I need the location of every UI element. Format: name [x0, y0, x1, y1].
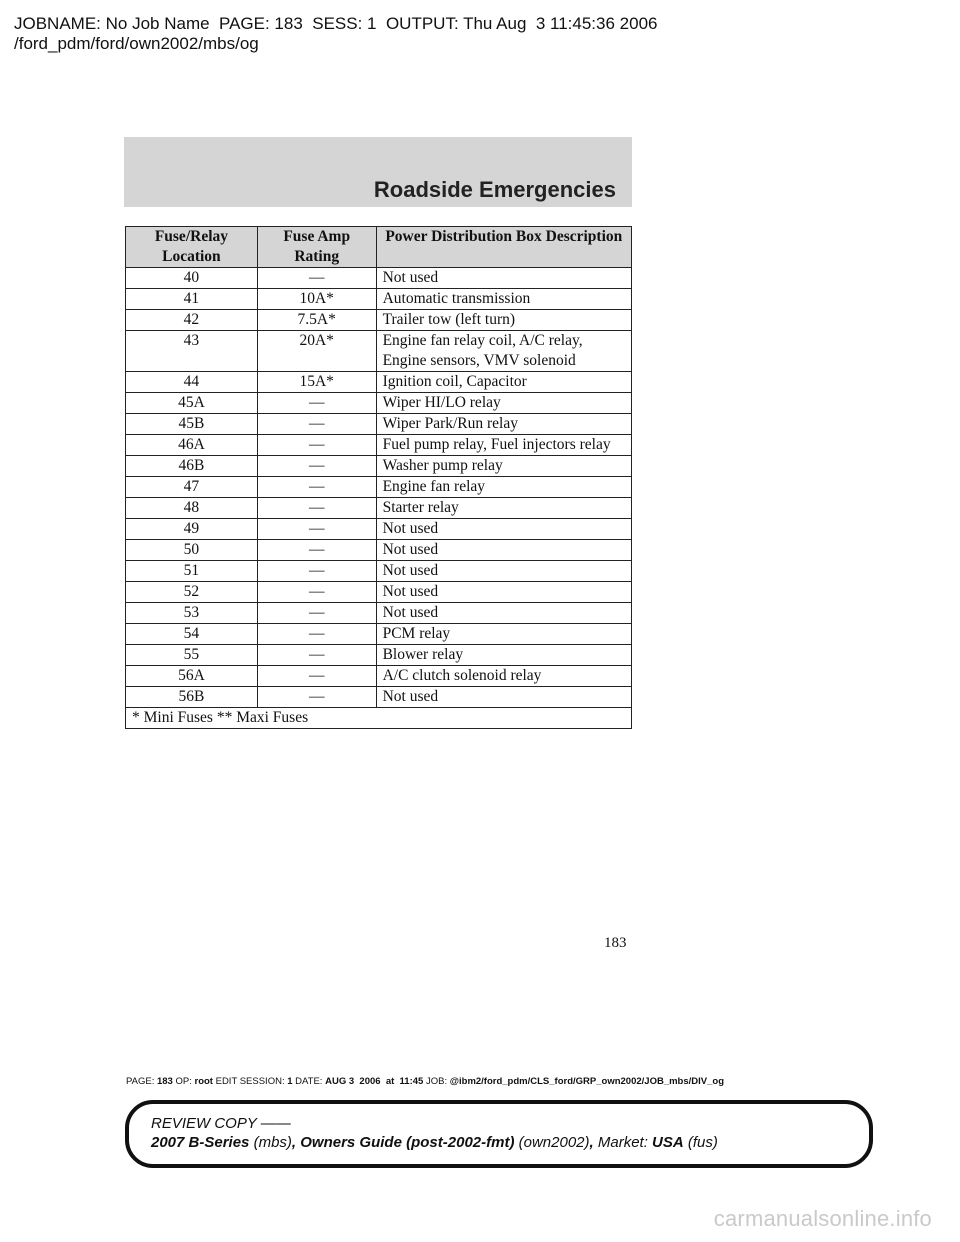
- review-copy-box: [125, 1100, 873, 1168]
- cell-location: 48: [126, 498, 258, 519]
- cell-description: Not used: [376, 582, 631, 603]
- cell-description: PCM relay: [376, 624, 631, 645]
- cell-location: 45B: [126, 414, 258, 435]
- page-label: PAGE:: [126, 1076, 155, 1087]
- cell-description: Trailer tow (left turn): [376, 310, 631, 331]
- cell-amp: —: [257, 519, 376, 540]
- cell-description: Wiper Park/Run relay: [376, 414, 631, 435]
- cell-location: 42: [126, 310, 258, 331]
- job-line-1: JOBNAME: No Job Name PAGE: 183 SESS: 1 OUTPUT: Thu Aug 3 11:45:36 2006: [14, 14, 658, 33]
- cell-amp: —: [257, 561, 376, 582]
- cell-location: 54: [126, 624, 258, 645]
- page-info-line: [126, 1076, 724, 1087]
- job-label: JOB:: [425, 1076, 448, 1087]
- op-label: OP:: [175, 1076, 192, 1087]
- table-row: [126, 519, 632, 540]
- review-model: 2007 B-Series: [151, 1134, 250, 1151]
- cell-description: Blower relay: [376, 645, 631, 666]
- review-line-2: [151, 1133, 718, 1152]
- table-row: [126, 582, 632, 603]
- table-row: [126, 435, 632, 456]
- cell-location: 52: [126, 582, 258, 603]
- table-row: [126, 310, 632, 331]
- cell-description: Automatic transmission: [376, 289, 631, 310]
- review-line-1: REVIEW COPY ——: [151, 1115, 291, 1132]
- cell-location: 44: [126, 372, 258, 393]
- review-sep-2: ,: [589, 1134, 594, 1151]
- cell-description: Not used: [376, 603, 631, 624]
- table-row: [126, 268, 632, 289]
- table-row: [126, 456, 632, 477]
- fuse-table: [125, 226, 632, 729]
- cell-location: 40: [126, 268, 258, 289]
- cell-description: Wiper HI/LO relay: [376, 393, 631, 414]
- column-header-amp: Fuse Amp Rating: [257, 227, 376, 268]
- cell-amp: —: [257, 414, 376, 435]
- cell-description: Engine fan relay: [376, 477, 631, 498]
- cell-location: 51: [126, 561, 258, 582]
- cell-location: 45A: [126, 393, 258, 414]
- table-row: [126, 603, 632, 624]
- page-number: 183: [604, 935, 627, 951]
- cell-description: A/C clutch solenoid relay: [376, 666, 631, 687]
- table-row: [126, 624, 632, 645]
- cell-location: 49: [126, 519, 258, 540]
- cell-description: Not used: [376, 561, 631, 582]
- cell-location: 55: [126, 645, 258, 666]
- cell-description: Fuel pump relay, Fuel injectors relay: [376, 435, 631, 456]
- column-header-location: Fuse/Relay Location: [126, 227, 258, 268]
- cell-amp: —: [257, 645, 376, 666]
- table-row: [126, 393, 632, 414]
- table-row: [126, 645, 632, 666]
- cell-amp: —: [257, 582, 376, 603]
- review-guide-code: (own2002): [518, 1134, 590, 1151]
- cell-amp: —: [257, 603, 376, 624]
- cell-description: Engine fan relay coil, A/C relay, Engine sensors, VMV solenoid: [376, 331, 631, 372]
- job-line-2: /ford_pdm/ford/own2002/mbs/og: [14, 34, 259, 53]
- cell-location: 46A: [126, 435, 258, 456]
- cell-location: 56A: [126, 666, 258, 687]
- cell-description: Not used: [376, 687, 631, 708]
- cell-location: 47: [126, 477, 258, 498]
- review-text: [151, 1114, 718, 1152]
- cell-location: 43: [126, 331, 258, 372]
- cell-amp: 15A*: [257, 372, 376, 393]
- cell-description: Washer pump relay: [376, 456, 631, 477]
- cell-description: Ignition coil, Capacitor: [376, 372, 631, 393]
- date-value: AUG 3 2006 at 11:45: [325, 1076, 424, 1087]
- cell-amp: —: [257, 456, 376, 477]
- cell-location: 41: [126, 289, 258, 310]
- cell-description: Not used: [376, 519, 631, 540]
- date-label: DATE:: [295, 1076, 323, 1087]
- cell-amp: —: [257, 687, 376, 708]
- table-row: [126, 540, 632, 561]
- cell-amp: —: [257, 435, 376, 456]
- job-value: @ibm2/ford_pdm/CLS_ford/GRP_own2002/JOB_mbs/DIV_og: [449, 1076, 724, 1087]
- page-value: 183: [156, 1076, 173, 1087]
- session-value: 1: [287, 1076, 293, 1087]
- cell-amp: —: [257, 477, 376, 498]
- review-model-code: (mbs): [253, 1134, 292, 1151]
- cell-amp: —: [257, 498, 376, 519]
- cell-location: 50: [126, 540, 258, 561]
- table-row: [126, 561, 632, 582]
- table-row: [126, 666, 632, 687]
- table-row: [126, 414, 632, 435]
- table-row: [126, 331, 632, 372]
- section-header-band: [124, 137, 632, 207]
- session-label: EDIT SESSION:: [215, 1076, 285, 1087]
- table-row: [126, 687, 632, 708]
- cell-amp: —: [257, 624, 376, 645]
- table-row: [126, 289, 632, 310]
- cell-amp: 20A*: [257, 331, 376, 372]
- cell-amp: —: [257, 666, 376, 687]
- cell-description: Starter relay: [376, 498, 631, 519]
- table-footnote: * Mini Fuses ** Maxi Fuses: [126, 708, 632, 729]
- column-header-description: Power Distribution Box Description: [376, 227, 631, 268]
- table-row: [126, 477, 632, 498]
- cell-location: 56B: [126, 687, 258, 708]
- job-header: [14, 14, 658, 54]
- cell-amp: 10A*: [257, 289, 376, 310]
- review-sep-1: ,: [291, 1134, 297, 1151]
- cell-amp: —: [257, 540, 376, 561]
- review-market: USA: [652, 1134, 684, 1151]
- section-title: Roadside Emergencies: [373, 177, 616, 202]
- cell-amp: 7.5A*: [257, 310, 376, 331]
- cell-description: Not used: [376, 268, 631, 289]
- op-value: root: [194, 1076, 213, 1087]
- site-watermark: carmanualsonline.info: [713, 1206, 932, 1231]
- cell-description: Not used: [376, 540, 631, 561]
- review-guide: Owners Guide (post-2002-fmt): [300, 1134, 515, 1151]
- cell-amp: —: [257, 268, 376, 289]
- table-header-row: [126, 227, 632, 268]
- table-body: [126, 268, 632, 708]
- table-row: [126, 498, 632, 519]
- cell-amp: —: [257, 393, 376, 414]
- table-row: [126, 372, 632, 393]
- review-market-label: Market:: [597, 1134, 648, 1151]
- table-footnote-row: [126, 708, 632, 729]
- cell-location: 46B: [126, 456, 258, 477]
- review-market-code: (fus): [687, 1134, 718, 1151]
- cell-location: 53: [126, 603, 258, 624]
